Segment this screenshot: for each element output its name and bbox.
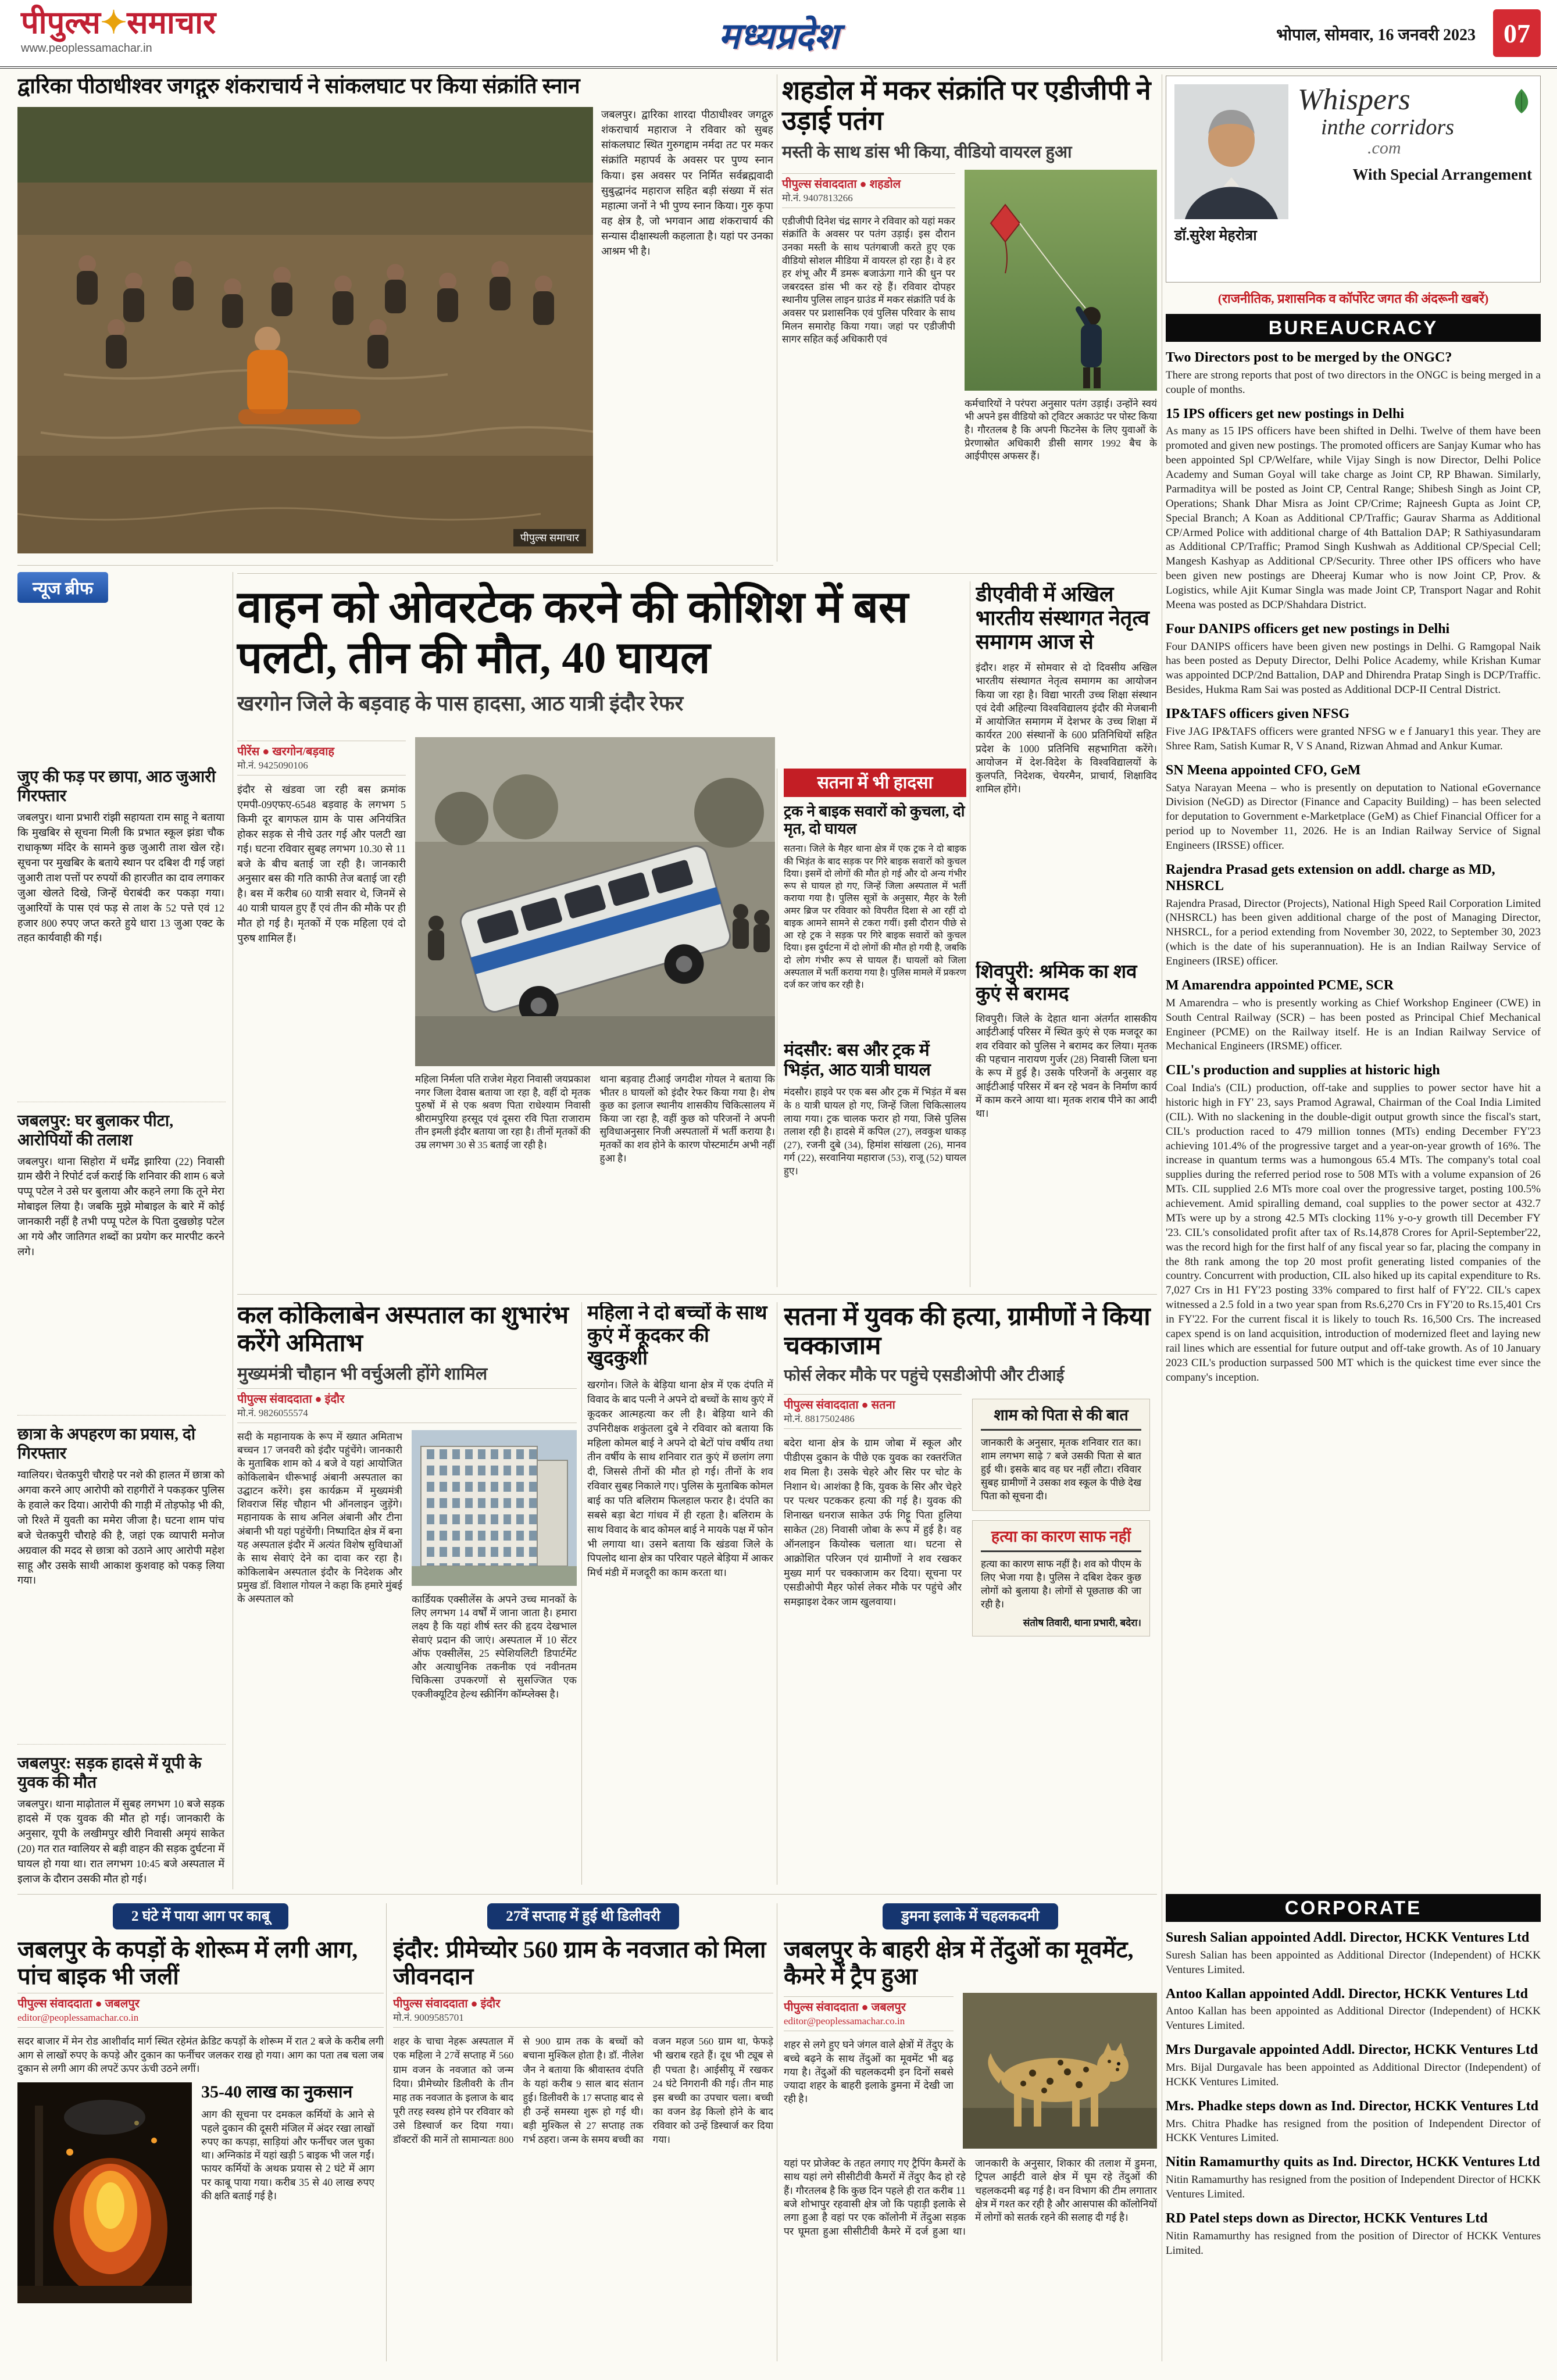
brief-headline: जबलपुर: घर बुलाकर पीटा, आरोपियों की तलाश [17,1112,174,1149]
item-body: Satya Narayan Meena – who is presently on deputation to National eGovernance Division (NeGD) as Director (Finance and Capacity Building) – has been selected for deputation to Government e-Marketplace (GeM) as Chief Financial Officer for a period up to November 11, 2026. He is an Indian Railway Service of Signal Engineers (IRSSE) officer. [1166,781,1541,852]
dateline: भोपाल, सोमवार, 16 जनवरी 2023 [1276,26,1476,44]
item-body: Nitin Ramamurthy has resigned from the position of Independent Director of HCKK Ventures Limited. [1166,2174,1541,2201]
bureaucracy-list [1166,350,1541,1886]
item-body: As many as 15 IPS officers have been shifted in Delhi. Twelve of them have been promoted and given new postings. The promoted officers are Sanjay Kumar who has been appointed Spl CP/Welfare, while Vijay Singh is now Director, Delhi Police Academy and Suman Goyal will take charge as Joint CP, RP Bhawan. Similarly, Parmaditya will be posted as Joint CP, Central Range; Shibesh Singh as Joint CP, Operations; Shank Dhar Misra as Joint CP/Crime; Rajneesh Gupta as Joint CP, Special Branch; A Koan as Additional CP/Traffic; Gaurav Sharma as Additional CP/Armed Police with additional charge of 4th Battalion DAP; R Sathiyasundaram as Additional CP/Traffic; Pramod Singh Kushwah as Additional CP/Special Cell; Mangesh Kashyap as Additional CP/Security. Three other IPS officers who have been given new postings are Dheeraj Kumar who is now Joint CP, Prov. & Logistics, while Ajit Kumar Singla was made Joint CP, Transport Nagar and Rohit Meena was posted as DCP/Shahdara District. [1166,425,1541,611]
sidebar-body: हत्या का कारण साफ नहीं है। शव को पीएम के लिए भेजा गया है। पुलिस ने दबिश देकर कुछ लोगों को बुलाया है। लोगों से पूछताछ की जा रही है। [981,1558,1141,1610]
item-headline: RD Patel steps down as Director, HCKK Ventures Ltd [1166,2210,1488,2226]
article-leopard-movement [784,1903,1157,2361]
article-body-col2: कार्डियक एक्सीलेंस के अपने उच्च मानकों के लिए लगभग 14 वर्षों में जाना जाता है। हमारा लक्ष्य है कि यहां शीर्ष स्तर की हृदय देखभाल सेवाएं प्रदान की जाएं। अस्पताल में 10 सेंटर ऑफ एक्सीलेंस, 25 स्पेशियलिटी डिपार्टमेंट और अत्याधुनिक तकनीक एवं नवीनतम चिकित्सा उपकरणों से सुसज्जित एक एक्जीक्यूटिव हेल्थ स्क्रीनिंग कॉम्प्लेक्स है। [412,1593,577,1700]
article-bus-accident-head [237,583,967,716]
item-headline: Rajendra Prasad gets extension on addl. charge as MD, NHSRCL [1166,862,1495,894]
article-body: इंदौर। शहर में सोमवार से दो दिवसीय अखिल भारतीय संस्थागत नेतृत्व समागम का आयोजन किया जा रहा है। विद्या भारती उच्च शिक्षा संस्थान एवं देवी अहिल्या विश्वविद्यालय इंदौर की मेजबानी में आयोजित समागम में देशभर के उच्च शिक्षा में कार्यरत 200 संस्थानों के 600 प्रतिनिधियों सहित प्रदेश के 1000 प्रतिनिधि सहभागिता करेंगे। आयोजन में देश-विदेश के विश्वविद्यालयों के कुलपति, निदेशक, चेयरमैन, प्राचार्य, शिक्षाविद शामिल होंगे। [976,662,1157,795]
article-headline: शहडोल में मकर संक्रांति पर एडीजीपी ने उड़ाई पतंग [782,76,1151,136]
article-kokilaben [237,1302,577,1885]
lead-body-col1: इंदौर से खंडवा जा रही बस क्रमांक एमपी-09एफए-6548 बड़वाह के लगभग 5 किमी दूर बागफल ग्राम के पास अनियंत्रित होकर सड़क से नीचे उतर गई और पलटी खा गई। घटना रविवार सुबह लगभग 10.30 से 11 बजे के बीच बताई जा रही है। जानकारी अनुसार बस की गति काफी तेज बताई जा रही है। बस में करीब 60 यात्री सवार थे, जिनमें से 40 यात्री घायल हुए हैं एवं तीन की मौके पर ही मौत हो गई है। मृतकों में एक महिला एवं दो पुरुष शामिल हैं। [237,784,406,944]
item-body: Coal India's (CIL) production, off-take and supplies to power sector have hit a historic high in FY' 23, says Pramod Agrawal, Chairman of the Coal India Limited (CIL). With no slackening in the double-digit output growth since the fiscal's start, CIL's production raced to 479 million tonnes (MTs) ending December FY'23 achieving 101.4% of the progressive target and a year-on-year growth of 16%. The increase in quantum terms was a humongous 65.4 MTs. The company's total coal supplies during the referred period rose to 508 MTs with a volume expansion of 26 MTs. CIL supplied 2.6 MTs more coal over the progressive target, posting 100.5% achievement. Amid spiralling demand, coal supplies to the power sector at 432.7 MTs were up by a strong 42.5 MTs clocking 11% y-o-y growth till December FY '23. CIL's consolidated profit after tax of Rs.14,878 Crores for April-September'22, was the record high for the first half of any fiscal year so far, placing the company in the 8th rank among the top 20 most profit generating listed companies of the country. Concurrent with production, CIL also hiked up its capital expenditure to Rs. 7,027 Crs in H1 FY'23 posting 33% compared to first half of FY'22. CIL's capex witnessed a 2.5 fold in a two year span from Rs.6,270 Crs in FY'20 to Rs.15,401 Crs in FY'22. For the current fiscal it is likely to touch Rs. 16,500 Crs. The increased capex spend is on land acquisition, introduction of modernized fleet and laying new rail lines which are essential for future output and off-take growth. As of 10 January 2023 CIL's production surpassed 500 MT which is the quickest time ever since the company's inception. [1166,1082,1541,1384]
bureaucracy-item [1166,763,1541,853]
article-shivpuri [976,962,1157,1287]
article-subhead: मस्ती के साथ डांस भी किया, वीडियो वायरल हुआ [782,142,1072,162]
article-premature-newborn [393,1903,773,2361]
article-headline: इंदौर: प्रीमेच्योर 560 ग्राम के नवजात को मिला जीवनदान [393,1936,766,1989]
bureaucracy-item [1166,978,1541,1054]
sidebar-father-talk [972,1399,1150,1511]
article-satna-accident [784,769,966,1032]
sidebar-title: शाम को पिता से की बात [981,1406,1141,1431]
item-body: Rajendra Prasad, Director (Projects), National High Speed Rail Corporation Limited (NHSRCL) has been given additional charge of the post of Managing Director, NHSRCL, for a period extending from November 30, 2022, to September 30, 2023 (which is the date of his superannuation). He is an Indian Railway Service of Engineers (IRSE) officer. [1166,897,1541,968]
article-headline: मंदसौर: बस और ट्रक में भिड़ंत, आठ यात्री घायल [784,1041,931,1080]
corporate-item [1166,2099,1541,2146]
leaf-icon [1511,88,1532,116]
item-headline: Two Directors post to be merged by the ONGC? [1166,350,1452,365]
item-body: Four DANIPS officers have been given new postings in Delhi. G Ramgopal Naik has been posted as Deputy Director, Delhi Police Academy, while Krishan Kumar was appointed DCP/2nd Battalion, DAP and Dhirendra Pratap Singh is DCP/Traffic. Besides, Hukma Ram Sai was posted as Additional DCP-II Central District. [1166,640,1541,696]
bureaucracy-item [1166,706,1541,754]
article-body: शहर के चाचा नेहरू अस्पताल में एक महिला ने 27वें सप्ताह में 560 ग्राम वजन के नवजात को जन्म दिया। प्रीमेच्योर डिलीवरी के तीन माह तक नवजात के इलाज के बाद पूरी तरह स्वस्थ होने पर रविवार को उसे डिस्चार्ज कर दिया गया। डॉक्टरों की मानें तो सामान्यतः 800 से 900 ग्राम तक के बच्चों को बचाना मुश्किल होता है। डॉ. नीलेश जैन ने बताया कि श्रीवास्तव दंपति के यहां करीब 9 साल बाद संतान हुई। डिलीवरी के 17 सप्ताह बाद से ही उन्हें समस्या शुरू हो गई थी। बड़ी मुश्किल से 27 सप्ताह तक गर्भ ठहरा। जन्म के समय बच्ची का वजन महज 560 ग्राम था, फेफड़े भी खराब रहते हैं। दूध भी ट्यूब से ही पचता है। आईसीयू में रखकर 24 घंटे निगरानी की गई। तीन माह इस बच्ची का उपचार चला। बच्ची का वजन डेढ़ किलो होने के बाद रविवार को उन्हें डिस्चार्ज कर दिया गया। [393,2036,773,2146]
photo-fire [17,2082,192,2303]
article-body: शिवपुरी। जिले के देहात थाना अंतर्गत शासकीय आईटीआई परिसर में स्थित कुएं से एक मजदूर का शव रविवार को पुलिस ने बरामद कर लिया। मृतक की पहचान नारायण गुर्जर (28) निवासी जिला घना के रूप में हुई है। उसके परिजनों के अनुसार वह आईटीआई परिसर में बन रहे भवन के निर्माण कार्य में काम करने आया था। मृतक शराब पीने का आदी था। [976,1013,1157,1120]
kicker-badge: 2 घंटे में पाया आग पर काबू [113,1903,288,1929]
news-brief-title: न्यूज ब्रीफ [17,572,108,603]
satna-box-subhead: ट्रक ने बाइक सवारों को कुचला, दो मृत, दो घायल [784,803,965,837]
whispers-tagline: (राजनीतिक, प्रशासनिक व कॉर्पोरेट जगत की अंदरूनी खबरें) [1217,291,1489,306]
photo-credit: पीपुल्स समाचार [513,529,586,546]
section-bar-corporate: CORPORATE [1166,1894,1541,1922]
article-body: खरगोन। जिले के बेड़िया थाना क्षेत्र में एक दंपति में विवाद के बाद पत्नी ने अपने दो बच्चों के साथ कुएं में कूदकर आत्महत्या कर ली है। बेड़िया थाने की उपनिरीक्षक शकुंतला दुबे ने रविवार को बताया कि महिला कोमल बाई ने अपने दो बेटों पांच वर्षीय तथा तीन वर्षीय के साथ शनिवार रात कुएं में छलांग लगा दी, जिससे तीनों की मौत हो गई। तीनों के शव रविवार सुबह निकाले गए। पुलिस के मुताबिक कोमल बाई का पति बलिराम फिलहाल फरार है। दंपति का सबसे बड़ा बेटा गांधव में ही रहता है। बलिराम के साथ विवाद के बाद कोमल बाई ने मायके पक्ष में फोन भी लगाया था। उसने बताया कि खंडवा जिले के पिपलोद थाना क्षेत्र का परिवार पहले बेड़िया में आकर मिर्च मंडी में मजदूरी का काम करता था। [587,1379,773,1579]
sub-story-body: आग की सूचना पर दमकल कर्मियों के आने से पहले दुकान की दूसरी मंजिल में अंदर रखा लाखों रुपए का कपड़ा, साड़ियां और फर्नीचर जल चुका था। अग्निकांड में यहां खड़ी 5 बाइक भी जल गईं। फायर कर्मियों के अथक प्रयास से 2 घंटे में आग पर काबू पाया गया। करीब 35 से 40 लाख रुपए की क्षति बताई गई है। [201,2109,374,2202]
photo-leopard [963,1993,1157,2149]
article-davv [976,583,1157,952]
news-brief-column [17,572,226,1887]
article-mahila-suicide [587,1302,773,1885]
corporate-item [1166,2042,1541,2090]
brief-headline: छात्रा के अपहरण का प्रयास, दो गिरफ्तार [17,1425,196,1463]
item-headline: IP&TAFS officers given NFSG [1166,706,1350,722]
byline: पीरेंस ● खरगोन/बड़वाह मो.नं. 9425090106 [237,741,406,776]
sidebar-attribution: संतोष तिवारी, थाना प्रभारी, बदेरा। [1023,1617,1141,1629]
brief-headline: जुए की फड़ पर छापा, आठ जुआरी गिरफ्तार [17,768,216,806]
masthead [0,0,1557,69]
edition-title: मध्यप्रदेश [718,17,839,56]
article-headline: जबलपुर के कपड़ों के शोरूम में लगी आग, पांच बाइक भी जलीं [17,1936,358,1989]
photo-overturned-bus [415,737,775,1066]
article-headline: महिला ने दो बच्चों के साथ कुएं में कूदकर की खुदकुशी [587,1302,767,1369]
news-brief-item [17,1415,226,1588]
sidebar-title: हत्या का कारण साफ नहीं [981,1528,1141,1552]
byline: पीपुल्स संवाददाता ● शहडोल मो.नं. 9407813266 [782,173,955,208]
whispers-logo: Whispers inthe corridors .com [1298,83,1455,158]
lead-subhead: खरगोन जिले के बड़वाह के पास हादसा, आठ यात्री इंदौर रेफर [237,692,684,716]
item-headline: SN Meena appointed CFO, GeM [1166,762,1361,778]
bureaucracy-item [1166,1063,1541,1385]
website-url: www.peoplessamachar.in [21,42,152,55]
sidebar-body: जानकारी के अनुसार, मृतक शनिवार रात का। शाम लगभग साढ़े 7 बजे उसकी पिता से बात हुई थी। इसके बाद वह घर नहीं लौटा। रविवार सुबह ग्रामीणों ने उसका शव स्कूल के पीछे देख पिता को सूचना दी। [981,1436,1141,1502]
corporate-item [1166,2154,1541,2202]
page-number: 07 [1493,9,1541,57]
photo-kite-flying [965,170,1157,391]
article-headline: सतना में युवक की हत्या, ग्रामीणों ने किया चक्काजाम [784,1302,1151,1360]
byline: पीपुल्स संवाददाता ● सतना मो.नं. 8817502486 [784,1394,962,1429]
article-body: बदेरा थाना क्षेत्र के ग्राम जोबा में स्कूल और पीडीएस दुकान के पीछे एक युवक का रक्तरंजित शव मिला है। उसके चेहरे और सिर पर चोट के निशान थे। आशंका है कि, युवक के सिर और चेहरे पर पत्थर पटककर हत्या की गई है। युवक की शिनाख्त धनराज साकेत उर्फ गिट्टू पिता हुलिया साकेत (28) निवासी जोबा के रूप में हुई है। वह ऑनलाइन कियोस्क चलाता था। घटना से आक्रोशित परिजन एवं ग्रामीणों ने शव रखकर मुख्य मार्ग पर चक्काजाम कर दिया। सूचना पर एसडीओपी मैहर फोर्स लेकर मौके पर पहुंचे और समझाइश देकर जाम खुलवाया। [784,1437,962,1608]
byline: पीपुल्स संवाददाता ● इंदौर मो.नं. 9009585701 [393,1993,773,2028]
item-headline: Mrs. Phadke steps down as Ind. Director, HCKK Ventures Ltd [1166,2098,1538,2114]
photo-river-bathing [17,107,593,553]
item-body: Antoo Kallan has been appointed as Additional Director (Independent) of HCKK Ventures Limited. [1166,2005,1541,2032]
item-body: Mrs. Bijal Durgavale has been appointed as Additional Director (Independent) of HCKK Ventures Limited. [1166,2061,1541,2088]
item-headline: CIL's production and supplies at historic high [1166,1063,1440,1078]
sub-story-headline: 35-40 लाख का नुकसान [201,2082,353,2102]
lead-body-cols [415,1073,775,1274]
article-body-cols: यहां पर प्रोजेक्ट के तहत लगाए गए ट्रैपिंग कैमरों के साथ यहां लगे सीसीटीवी कैमरों में तेंदुए कैद हो रहे हैं। गौरतलब है कि कुछ दिन पहले ही रात करीब 11 बजे शोभापुर रहवासी क्षेत्र जो कि पहाड़ी इलाके से लगा हुआ है वहां पर एक कॉलोनी में तेंदुआ सड़क पर घूमता हुआ सीसीटीवी कैमरे में दर्ज हुआ था। जानकारी के अनुसार, शिकार की तलाश में डुमना, ट्रिपल आईटी वाले क्षेत्र में घूम रहे तेंदुओं की चहलकदमी बढ़ गई है। वन विभाग की टीम लगातार क्षेत्र में गश्त कर रही है और आसपास की कॉलोनियों में लोगों को सतर्क रहने की सलाह दी गई है। [784,2157,1157,2237]
item-headline: Antoo Kallan appointed Addl. Director, HCKK Ventures Ltd [1166,1986,1528,2002]
whispers-person-name: डॉ.सुरेश मेहरोत्रा [1174,228,1257,244]
satna-box-body: सतना। जिले के मैहर थाना क्षेत्र में एक ट्रक ने दो बाइक की भिड़ंत के बाद सड़क पर गिरे बाइक सवारों को कुचल दिया। इसमें दो लोगों की मौत हो गई और दो अन्य गंभीर रूप से घायल हो गए, जिन्हें जिला अस्पताल में भर्ती कराया गया है। पुलिस सूत्रों के अनुसार, मैहर के रैली अमर ब्रिज पर रविवार को विपरीत दिशा से आ रहीं दो बाइक आमने सामने से टकरा गयीं। इसी दौरान पीछे से आ रहे ट्रक ने सड़क पर गिरे बाइक सवारों को कुचल दिया। इस दुर्घटना में दो लोगों की मौत हो गयी है, जबकि दो लोग गंभीर रूप से घायल हैं। घायलों को जिला अस्पताल में भर्ती कराया गया है। पुलिस मामले में प्रकरण दर्ज कर जांच कर रही है। [784,844,966,991]
article-headline: शिवपुरी: श्रमिक का शव कुएं से बरामद [976,962,1137,1005]
article-sankranti-snan [17,74,773,562]
item-body: M Amarendra – who is presently working as Chief Workshop Engineer (CWE) in South Central Railway (SCR) – has been posted as Principal Chief Mechanical Engineer (PCME) on the Railway itself. He is an Indian Railway Service of Mechanical Engineers (IRSME) officer. [1166,996,1541,1053]
item-headline: Four DANIPS officers get new postings in Delhi [1166,621,1450,637]
brief-headline: जबलपुर: सड़क हादसे में यूपी के युवक की मौत [17,1754,202,1792]
item-body: There are strong reports that post of two directors in the ONGC is being merged in a couple of months. [1166,369,1541,396]
article-body-col1: सदी के महानायक के रूप में ख्यात अमिताभ बच्चन 17 जनवरी को इंदौर पहुंचेंगे। जानकारी के मुताबिक शाम को 4 बजे वे यहां आयोजित कोकिलाबेन धीरूभाई अंबानी अस्पताल का उद्घाटन करेंगे। इस कार्यक्रम में मुख्यमंत्री शिवराज सिंह चौहान भी ऑनलाइन जुड़ेंगे। महानायक के साथ अनिल अंबानी और टीना अंबानी भी यहां पहुंचेंगी। निष्पादित क्षेत्र में बना यह अस्पताल इंदौर में अत्यंत विशेष सुविधाओं के साथ सेवाएं देने का दावा कर रहा है। कोकिलाबेन अस्पताल इंदौर के निदेशक और प्रमुख डॉ. विशाल गोयल ने कहा कि हमारे मुंबई के अस्पताल को [237,1430,402,1605]
article-intro: सदर बाजार में मेन रोड आशीर्वाद मार्ग स्थित रहेमंत क्रेडिट कपड़ों के शोरूम में रात 2 बजे के करीब लगी आग से लाखों रुपए के कपड़े और दुकान का फर्नीचर जलकर राख हो गया। आग का पता तब चला जब दुकान से लगी आग की लपटें ऊपर ऊंची उठने लगीं। [17,2035,384,2074]
item-body: Five JAG IP&TAFS officers were granted NFSG w e f January1 this year. They are Shree Ram, Satish Kumar R, V S Anand, Rizwan Ahmad and Ankur Kumar. [1166,725,1541,752]
article-bus-accident-body [237,737,775,1287]
photo-hospital-building [412,1430,577,1586]
article-shahdol-kite [782,76,1157,560]
lead-body-col2: महिला निर्मला पति राजेश मेहरा निवासी जयप्रकाश नगर जिला देवास बताया जा रहा है, वहीं दो मृतक पुरुषों में से एक श्रवण पिता राधेश्याम निवासी श्रीरामपुरिया हरसूद एवं दूसरा रवि पिता राजाराम तीन इमली इंदौर बताया जा रहा है। तीनों मृतकों की उम्र लगभग 30 से 35 बताई जा रही है। [415,1074,591,1151]
article-body-col1: एडीजीपी दिनेश चंद्र सागर ने रविवार को यहां मकर संक्रांति के अवसर पर पतंग उड़ाई। इस दौरान उनका मस्ती के साथ पतंगबाजी करते हुए एक वीडियो सोशल मीडिया में वायरल हो रहा है। वे हर हर शंभू और मैं डमरू बजाऊंगा गाने की धुन पर जबरदस्त डांस भी कर रहे हैं। रविवार दोपहर स्थानीय पुलिस लाइन ग्राउंड में मकर संक्रांति पर्व के अवसर पर प्रशासनिक एवं पुलिस परिवार के साथ मिलन समारोह किया गया। जहां पर एडीजीपी सागर सहित कई अधिकारी एवं [782,215,955,345]
article-subhead: फोर्स लेकर मौके पर पहुंचे एसडीओपी और टीआई [784,1367,1065,1385]
news-brief-item [17,767,226,946]
bureaucracy-item [1166,862,1541,969]
corporate-item [1166,2211,1541,2259]
item-headline: M Amarendra appointed PCME, SCR [1166,977,1394,993]
newspaper-logo: पीपुल्स✦समाचार [21,5,216,40]
corporate-list [1166,1930,1541,2361]
whispers-arrangement: With Special Arrangement [1352,165,1532,183]
kicker-badge: डुमना इलाके में चहलकदमी [883,1903,1058,1929]
item-body: Mrs. Chitra Phadke has resigned from the position of Independent Director of HCKK Ventures Limited. [1166,2117,1541,2145]
bureaucracy-item [1166,350,1541,398]
brief-body: जबलपुर। थाना सिहोरा में धर्मेंद्र झारिया (22) निवासी ग्राम खैरी ने रिपोर्ट दर्ज कराई कि शनिवार की शाम 6 बजे पप्पू पटेल ने उसे घर बुलाया और कहने लगा कि तूने मेरा मोबाइल लिया है। जबकि मुझे मोबाइल के बारे में कोई जानकारी नहीं है तभी पप्पू पटेल के पिता दुखछोड़ पटेल आ गये और जातिगत शब्दों का प्रयोग कर मारपीट करने लगे। [17,1155,224,1257]
article-headline: कल कोकिलाबेन अस्पताल का शुभारंभ करेंगे अमिताभ [237,1302,569,1357]
kicker-badge: 27वें सप्ताह में हुई थी डिलीवरी [487,1903,679,1929]
item-headline: Nitin Ramamurthy quits as Ind. Director, HCKK Ventures Ltd [1166,2154,1540,2170]
bureaucracy-item [1166,621,1541,698]
sidebar-cause-unclear [972,1520,1150,1637]
article-mandsaur [784,1041,966,1287]
article-subhead: मुख्यमंत्री चौहान भी वर्चुअली होंगे शामिल [237,1364,488,1384]
item-headline: 15 IPS officers get new postings in Delhi [1166,406,1404,421]
lead-headline: वाहन को ओवरटेक करने की कोशिश में बस पलटी, तीन की मौत, 40 घायल [237,583,909,682]
news-brief-item [17,1744,226,1888]
section-bar-bureaucracy: BUREAUCRACY [1166,314,1541,342]
brief-body: ग्वालियर। चेतकपुरी चौराहे पर नशे की हालत में छात्रा को अगवा करने आए आरोपी को राहगीरों ने पकड़कर पुलिस के हवाले कर दिया। आरोपी की गाड़ी में तोड़फोड़ भी की, जो रिश्ते में युवती का ममेरा जीजा है। घटना शाम पांच बजे चेतकपुरी चौराहे की है, जहां एक व्यापारी मनोज अग्रवाल की मदद से छात्रा को उठाने आए आरोपी महेश साहू और उसके साथी आकाश कुशवाह को पकड़ लिया गया। [17,1469,224,1586]
article-body-col1: शहर से लगे हुए घने जंगल वाले क्षेत्रों में तेंदुए के बच्चे बढ़ने के साथ तेंदुओं का मूवमेंट भी बढ़ गया है। तेंदुओं की चहलकदमी इन दिनों सबसे ज्यादा शहर के बाहरी इलाके डुमना में देखी जा रही है। [784,2039,954,2105]
satna-box-title: सतना में भी हादसा [784,769,966,797]
photo-suresh-mehrotra [1174,84,1288,219]
corporate-item [1166,1986,1541,2034]
lead-body-col3: थाना बड़वाह टीआई जगदीश गोयल ने बताया कि भीतर 8 घायलों को इंदौर रेफर किया गया है। शेष कुछ का इलाज स्थानीय शासकीय चिकित्सालय में किया जा रहा है, वहीं कुछ को परिजनों ने अपनी सुविधाअनुसार निजी अस्पतालों में भर्ती कराया है। मृतकों का शव होने के कारण पोस्टमार्टम अभी नहीं हुआ है। [599,1074,775,1164]
bureaucracy-item [1166,406,1541,613]
item-body: Suresh Salian has been appointed as Additional Director (Independent) of HCKK Ventures Limited. [1166,1949,1541,1976]
article-body: मंदसौर। हाइवे पर एक बस और ट्रक में भिड़ंत में बस के 8 यात्री घायल हो गए, जिन्हें जिला चिकित्सालय लाया गया। ट्रक चालक फरार हो गया, जिसे पुलिस तलाश रही है। हादसे में कपिल (27), लवकुश धाकड़ (27), रजनी दुबे (34), हिमांश सांखला (26), मानव गर्ग (22), सरवानिया महाराज (53), राजू (52) घायल हुए। [784,1087,966,1177]
item-body: Nitin Ramamurthy has resigned from the position of Director of HCKK Ventures Limited. [1166,2229,1541,2257]
brief-body: जबलपुर। थाना प्रभारी रांझी सहायता राम साहू ने बताया कि मुखबिर से सूचना मिली कि प्रभात स्कूल झंडा चौक राधाकृष्ण मंदिर के सामने कुछ जुआरी ताश खेल रहे। सूचना पर मुखबिर के बताये स्थान पर दबिश दी गई जहां जुआरी ताश पत्तों पर रुपयों की हारजीत का दाव लगाकर जुआ खेलते दिखे, जिन्हें घेराबंदी कर पकड़ा गया। जुआरियों के पास एवं फड़ से ताश के 52 पत्ते एवं 12 हजार 800 रुपए जप्त करते हुये धारा 13 जुआ एक्ट के तहत कार्यवाही की गई। [17,812,224,944]
article-headline: द्वारिका पीठाधीश्वर जगद्गुरु शंकराचार्य ने सांकलघाट पर किया संक्रांति स्नान [17,74,580,98]
whispers-box [1166,76,1541,283]
article-satna-murder [784,1302,1157,1885]
article-headline: जबलपुर के बाहरी क्षेत्र में तेंदुओं का मूवमेंट, कैमरे में ट्रैप हुआ [784,1936,1134,1989]
item-headline: Suresh Salian appointed Addl. Director, HCKK Ventures Ltd [1166,1930,1530,1945]
article-body-col2: कर्मचारियों ने परंपरा अनुसार पतंग उड़ाई। उन्होंने स्वयं भी अपने इस वीडियो को ट्विटर अकाउंट पर पोस्ट किया है। गौरतलब है कि अपनी फिटनेस के लिए युवाओं के प्रेरणास्रोत अधिकारी डीसी सागर 1992 बैच के आईपीएस अफसर हैं। [965,398,1157,462]
byline: पीपुल्स संवाददाता ● जबलपुर editor@peoplessamachar.co.in [784,1996,954,2031]
brief-body: जबलपुर। थाना माढ़ोताल में सुबह लगभग 10 बजे सड़क हादसे में एक युवक की मौत हो गई। जानकारी के अनुसार, यूपी के लखीमपुर खीरी निवासी अमृयं साकेत (20) गत रात ग्वालियर से बड़ी वाहन की सड़क दुर्घटना में घायल हो गया था। रात लगभग 10:45 बजे अस्पताल में इलाज के दौरान उसकी मौत हो गई। [17,1797,224,1885]
article-headline: डीएवीवी में अखिल भारतीय संस्थागत नेतृत्व समागम आज से [976,583,1149,654]
article-showroom-fire [17,1903,384,2361]
logo-star-icon: ✦ [100,5,127,40]
item-headline: Mrs Durgavale appointed Addl. Director, HCKK Ventures Ltd [1166,2042,1538,2058]
corporate-item [1166,1930,1541,1978]
byline: पीपुल्स संवाददाता ● जबलपुर editor@peoplessamachar.co.in [17,1993,384,2028]
news-brief-item [17,1102,226,1260]
article-body: जबलपुर। द्वारिका शारदा पीठाधीश्वर जगद्गुरु शंकराचार्य महाराज ने रविवार को सुबह सांकलघाट स्थित गुरुगद्दाम नर्मदा तट पर मकर संक्रांति महापर्व के अवसर पर पुण्य स्नान किया। इस अवसर पर निर्मित सर्वब्रह्मवादी सुबुद्धानंद महाराज सहित बड़ी संख्या में संत महात्मा जनों ने भी पुण्य स्नान किया। गुरु कृपा वह क्षेत्र है, जो भगवान आद्य शंकराचार्य की सन्यास दीक्षास्थली कहलाता है। यहां पर उनका आश्रम भी है। [601,109,773,258]
byline: पीपुल्स संवाददाता ● इंदौर मो.नं. 9826055574 [237,1388,577,1423]
